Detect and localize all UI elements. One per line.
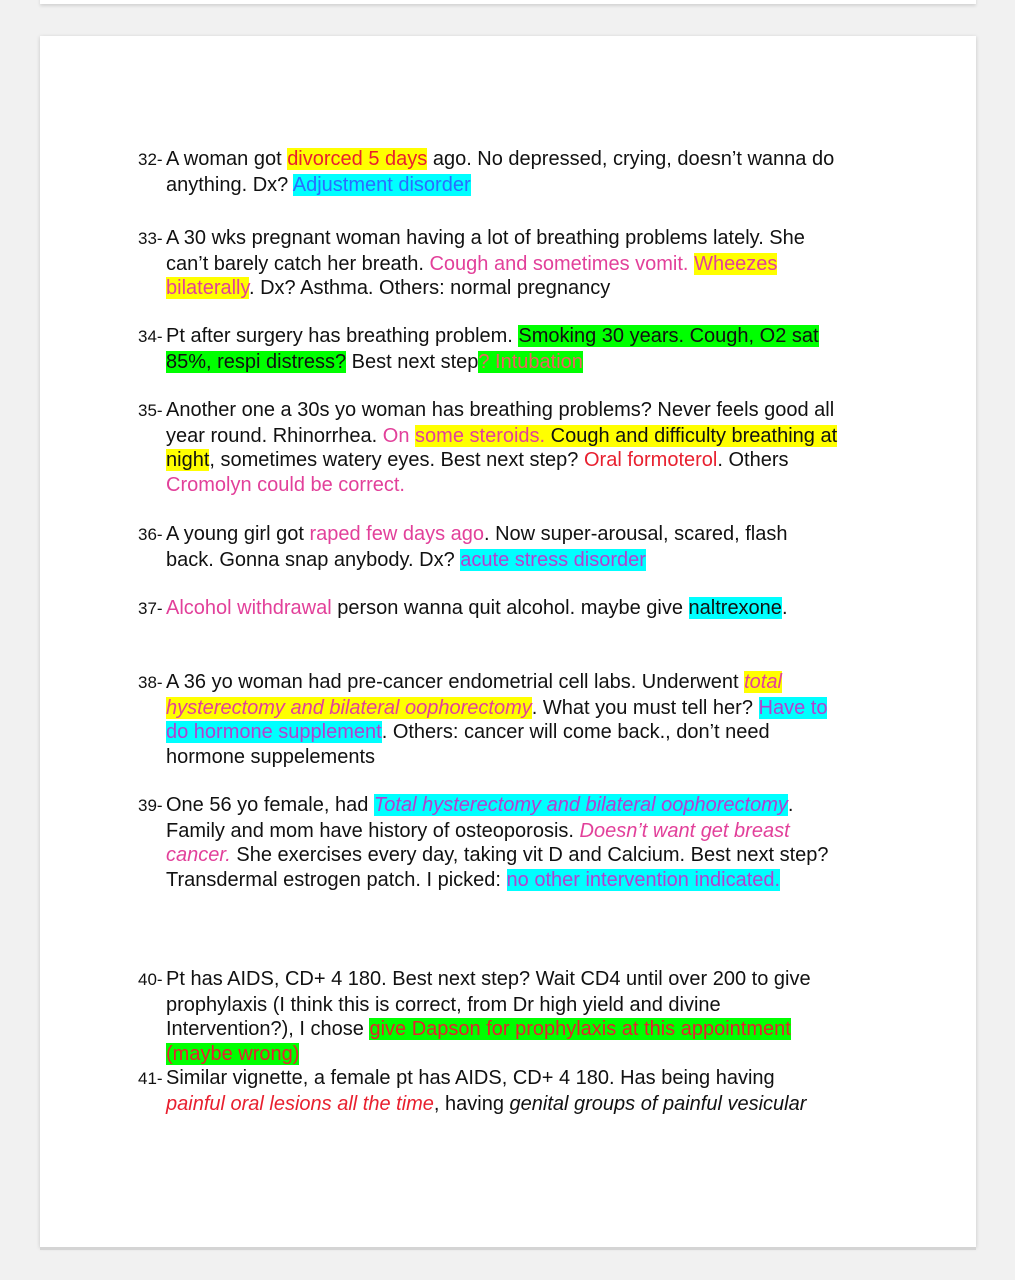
text-segment: , having: [433, 1092, 510, 1115]
question-number: 33-: [138, 229, 163, 248]
text-segment: Pt has AIDS, CD+ 4 180. Best next step? Wait CD4 until over 200 to give prophylaxis (I think this is correct, from Dr high yield and divine Intervention?), I chose: [166, 968, 811, 1041]
text-segment: Cromolyn could be correct.: [166, 473, 405, 496]
text-segment: total hysterectomy and bilateral oophorectomy: [166, 671, 782, 719]
question-text: [138, 1066, 838, 1116]
text-segment: Cough and sometimes vomit.: [429, 252, 689, 275]
text-segment: Pt after surgery has breathing problem.: [166, 325, 519, 347]
question-text: [138, 522, 838, 572]
text-segment: . Dx? Asthma. Others: normal pregnancy: [249, 277, 611, 300]
question-text: [138, 226, 838, 301]
text-segment: . Now super-arousal, scared, flash back. Gonna snap anybody. Dx?: [166, 523, 788, 571]
text-segment: On: [382, 424, 416, 447]
text-segment: Oral formoterol: [583, 449, 718, 472]
text-segment: . Family and mom have history of osteoporosis.: [166, 794, 794, 842]
text-segment: Alcohol withdrawal: [166, 597, 332, 619]
next-page-edge: [40, 1247, 976, 1250]
text-segment: person wanna quit alcohol. maybe give: [331, 597, 689, 619]
question-text: [138, 324, 838, 374]
text-segment: .: [781, 597, 788, 619]
question-number: 36-: [138, 525, 163, 544]
text-segment: ago. No depressed, crying, doesn’t wanna do anything. Dx?: [166, 148, 835, 196]
question-item: [138, 1066, 838, 1116]
text-segment: , sometimes watery eyes. Best next step?: [209, 449, 584, 472]
text-segment: genital groups of painful vesicular: [509, 1092, 807, 1115]
text-segment: Another one a 30s yo woman has breathing problems? Never feels good all year round. Rhinorrhea.: [166, 399, 835, 447]
text-segment: no other intervention indicated.: [506, 868, 781, 891]
text-segment: A woman got: [166, 148, 288, 170]
question-number: 38-: [138, 673, 163, 692]
question-item: [138, 147, 838, 197]
question-number: 35-: [138, 401, 163, 420]
question-number: 39-: [138, 796, 163, 815]
question-item: [138, 522, 838, 572]
question-item: [138, 324, 838, 374]
question-item: [138, 793, 838, 892]
question-item: [138, 596, 838, 622]
text-segment: Doesn’t want get breast cancer.: [166, 819, 790, 867]
text-segment: She exercises every day, taking vit D and Calcium. Best next step? Transdermal estrogen patch. I picked:: [166, 844, 829, 891]
text-segment: . Others: cancer will come back., don’t need hormone suppelements: [166, 721, 770, 768]
question-text: [138, 793, 838, 892]
text-segment: . Others: [717, 449, 789, 472]
previous-page-edge: [40, 0, 976, 4]
text-segment: One 56 yo female, had: [166, 794, 374, 816]
text-segment: Total hysterectomy and bilateral oophorectomy: [373, 794, 788, 816]
question-text: [138, 147, 838, 197]
text-segment: divorced 5 days: [287, 148, 428, 170]
text-segment: naltrexone: [688, 597, 782, 619]
text-segment: Best next step: [346, 350, 479, 373]
text-segment: Have to do hormone supplement: [166, 696, 828, 744]
text-segment: some steroids.: [415, 424, 546, 447]
text-segment: Smoking 30 years. Cough, O2 sat 85%, respi distress?: [166, 325, 819, 373]
text-segment: . What you must tell her?: [531, 696, 759, 719]
question-item: [138, 398, 838, 497]
question-text: [138, 398, 838, 497]
question-number: 32-: [138, 150, 163, 169]
question-text: [138, 967, 838, 1066]
question-number: 34-: [138, 327, 163, 346]
text-segment: Similar vignette, a female pt has AIDS, CD+ 4 180. Has being having: [166, 1067, 775, 1089]
question-number: 37-: [138, 599, 163, 618]
text-segment: raped few days ago: [309, 523, 484, 545]
question-item: [138, 670, 838, 769]
question-item: [138, 226, 838, 301]
question-text: [138, 670, 838, 769]
text-segment: painful oral lesions all the time: [166, 1092, 434, 1115]
text-segment: ? Intubation: [478, 350, 583, 373]
text-segment: acute stress disorder: [460, 548, 646, 571]
text-segment: Wheezes bilaterally: [166, 252, 778, 300]
question-item: [138, 967, 838, 1066]
question-number: 41-: [138, 1069, 163, 1088]
question-number: 40-: [138, 970, 163, 989]
text-segment: give Dapson for prophylaxis at this appointment (maybe wrong): [166, 1018, 791, 1065]
text-segment: A 30 wks pregnant woman having a lot of breathing problems lately. She can’t barely catch her breath.: [166, 227, 805, 275]
text-segment: A 36 yo woman had pre-cancer endometrial cell labs. Underwent: [166, 671, 745, 693]
text-segment: A young girl got: [166, 523, 310, 545]
text-segment: Cough and difficulty breathing at night: [166, 424, 838, 472]
text-segment: Adjustment disorder: [292, 173, 471, 196]
question-text: [138, 596, 838, 622]
